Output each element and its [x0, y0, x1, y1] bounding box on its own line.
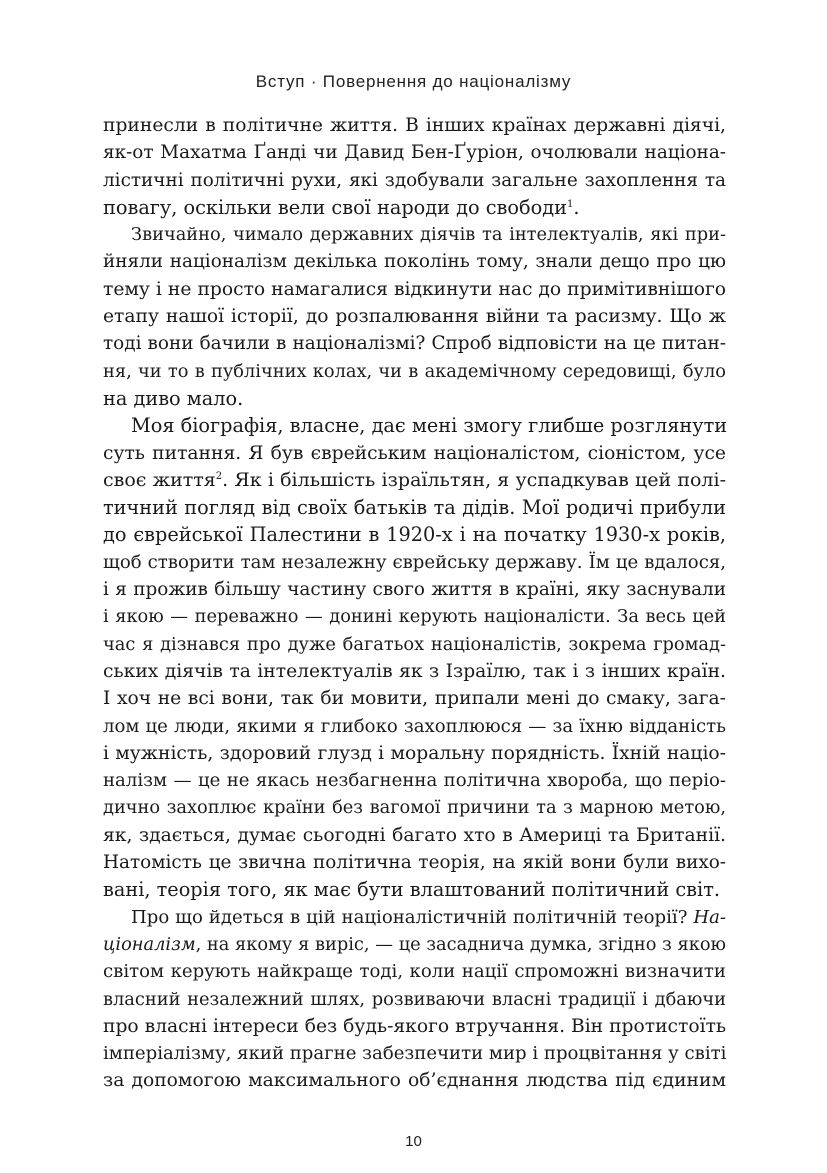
text-line: вані, теорія того, як має бути влаштований політичний світ.: [103, 878, 720, 902]
text-line: імперіалізму, який прагне забезпечити мир і процвітання у світі: [103, 1043, 727, 1065]
text-line: дично захоплює країни без вагомої причини та з марною метою,: [103, 797, 726, 819]
text-line: суть питання. Я був єврейським націоналістом, сіоністом, усе: [103, 442, 726, 464]
text-line: принесли в політичне життя. В інших країнах державні діячі,: [103, 115, 726, 136]
text-fragment: своє життя: [103, 468, 216, 491]
text-line: і я прожив більшу частину свого життя в країні, яку заснували: [103, 579, 726, 601]
running-head: Вступ · Повернення до націоналізму: [255, 72, 572, 91]
text-line: час я дізнався про дуже багатьох націоналістів, зокрема громад-: [103, 633, 726, 655]
italic-term: ціоналізм: [103, 933, 196, 955]
text-line: етапу нашої історії, до розпалювання війни та расизму. Що ж: [103, 306, 726, 328]
body-text: [103, 112, 726, 1095]
text-line: щоб створити там незалежну єврейську державу. Їм це вдалося,: [103, 551, 726, 573]
footnote-ref[interactable]: 1: [566, 198, 574, 210]
text-line: і мужність, здоровий глузд і моральну порядність. Їхній націо-: [103, 742, 726, 764]
text-line: лістичні політичні рухи, які здобували загальне захоплення та: [103, 169, 726, 191]
text-line: як, здається, думає сьогодні багато хто в Америці та Британії.: [103, 824, 726, 846]
text-fragment: , на якому я виріс, — це засаднича думка, згідно з якою: [195, 933, 726, 955]
text-line: [103, 931, 726, 958]
text-fragment: . Як і більшість ізраїльтян, я успадкував цей полі-: [222, 468, 726, 491]
text-line: тему і не просто намагалися відкинути нас до примітивнішого: [103, 278, 726, 300]
text-line: на диво мало.: [103, 386, 244, 410]
text-line: ня, чи то в публічних колах, чи в академічному середовищі, було: [103, 360, 726, 382]
text-line: про власні інтереси без будь-якого втручання. Він протистоїть: [103, 1015, 727, 1037]
text-fragment: повагу, оскільки вели свої народи до свободи: [103, 195, 567, 219]
text-line: як-от Махатма Ґанді чи Давид Бен-Ґуріон, очолювали націона-: [103, 142, 726, 164]
text-line: повагу, оскільки вели свої народи до свободи$^1$.: [103, 195, 580, 219]
text-line: власний незалежний шлях, розвиваючи власні традиції і дбаючи: [103, 988, 726, 1010]
text-line: і якою — переважно — донині керують націоналісти. За весь цей: [103, 606, 726, 628]
text-line: Моя біографія, власне, дає мені змогу глибше розглянути: [131, 414, 728, 438]
text-line: йняли націоналізм декілька поколінь тому, знали дещо про цю: [103, 251, 726, 273]
italic-term: На-: [693, 906, 726, 928]
text-line: світом керують найкраще тоді, коли нації спроможні визначити: [103, 961, 726, 983]
text-line: ських діячів та інтелектуалів як з Ізраїлю, так і з інших країн.: [103, 660, 726, 682]
text-line: Натомість це звична політична теорія, на якій вони були вихо-: [103, 852, 726, 874]
footnote-ref[interactable]: 2: [215, 470, 223, 482]
text-line: тоді вони бачили в націоналізмі? Спроб відповісти на це питан-: [103, 333, 726, 355]
text-line: [103, 467, 726, 494]
text-line: за допомогою максимального об’єднання людства під єдиним: [103, 1070, 726, 1092]
text-line: лом це люди, якими я глибоко захоплююся — за їхню відданість: [103, 715, 726, 737]
text-line: тичний погляд від своїх батьків та дідів. Мої родичі прибули: [103, 496, 726, 520]
text-line: І хоч не всі вони, так би мовити, припали мені до смаку, зага-: [103, 688, 726, 710]
text-line: налізм — це не якась незбагненна політична хвороба, що періо-: [103, 770, 726, 792]
text-line: [103, 904, 726, 931]
text-fragment: Про що йдеться в цій націоналістичній політичній теорії?: [131, 906, 694, 928]
text-line: до єврейської Палестини в 1920-х і на початку 1930-х років,: [103, 523, 726, 547]
text-line: Звичайно, чимало державних діячів та інтелектуалів, які при-: [131, 224, 726, 246]
page-number: 10: [405, 1133, 422, 1150]
